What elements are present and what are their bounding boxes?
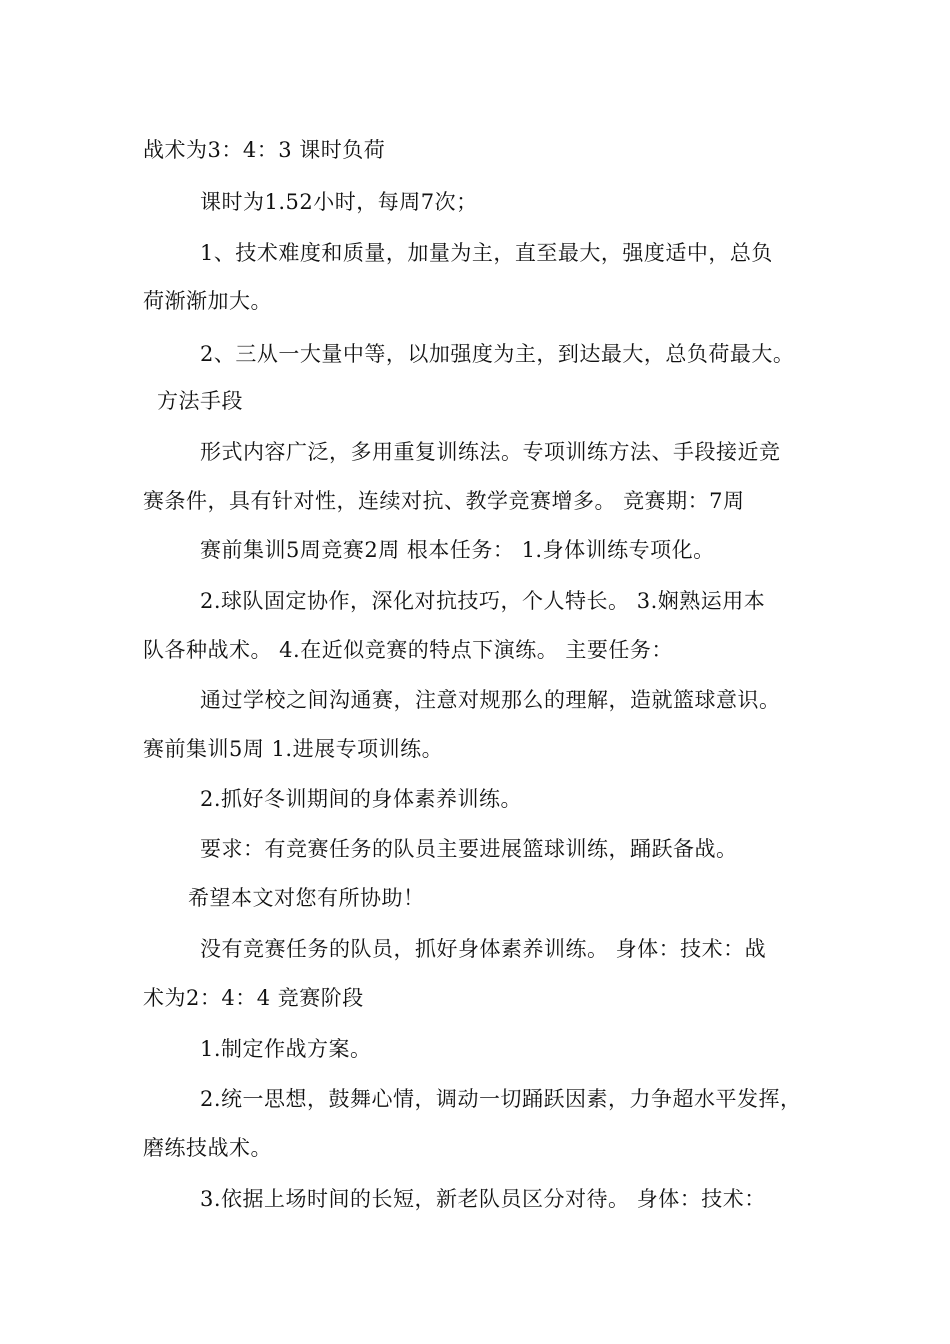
text-line: 1.制定作战方案。 [200,1037,372,1061]
text-line: 形式内容广泛，多用重复训练法。专项训练方法、手段接近竞 [200,440,781,464]
text-line: 2.统一思想，鼓舞心情，调动一切踊跃因素，力争超水平发挥， [200,1087,802,1111]
text-line: 2、三从一大量中等，以加强度为主，到达最大，总负荷最大。 [200,342,795,366]
text-line: 赛前集训5周 1.进展专项训练。 [143,737,444,761]
text-line: 3.依据上场时间的长短，新老队员区分对待。 身体：技术： [200,1187,766,1211]
text-line: 2.抓好冬训期间的身体素养训练。 [200,787,523,811]
section-heading: 方法手段 [157,389,243,413]
text-line: 没有竞赛任务的队员，抓好身体素养训练。 身体：技术：战 [200,937,767,961]
text-line: 课时为1.52小时，每周7次； [200,190,478,214]
text-line: 队各种战术。 4.在近似竞赛的特点下演练。 主要任务： [143,638,673,662]
text-line: 要求：有竞赛任务的队员主要进展篮球训练，踊跃备战。 [200,837,738,861]
text-line: 1、技术难度和质量，加量为主，直至最大，强度适中，总负 [200,241,773,265]
text-line: 战术为3：4：3 课时负荷 [143,138,386,162]
text-line: 赛前集训5周竞赛2周 根本任务： 1.身体训练专项化。 [200,538,715,562]
text-line: 磨练技战术。 [143,1136,272,1160]
text-line: 赛条件，具有针对性，连续对抗、教学竞赛增多。 竞赛期：7周 [143,489,745,513]
text-line: 通过学校之间沟通赛，注意对规那么的理解，造就篮球意识。 [200,688,781,712]
text-line: 2.球队固定协作，深化对抗技巧，个人特长。 3.娴熟运用本 [200,589,766,613]
text-line: 荷渐渐加大。 [143,289,272,313]
closing-note: 希望本文对您有所协助！ [188,886,425,910]
text-line: 术为2：4：4 竞赛阶段 [143,986,364,1010]
